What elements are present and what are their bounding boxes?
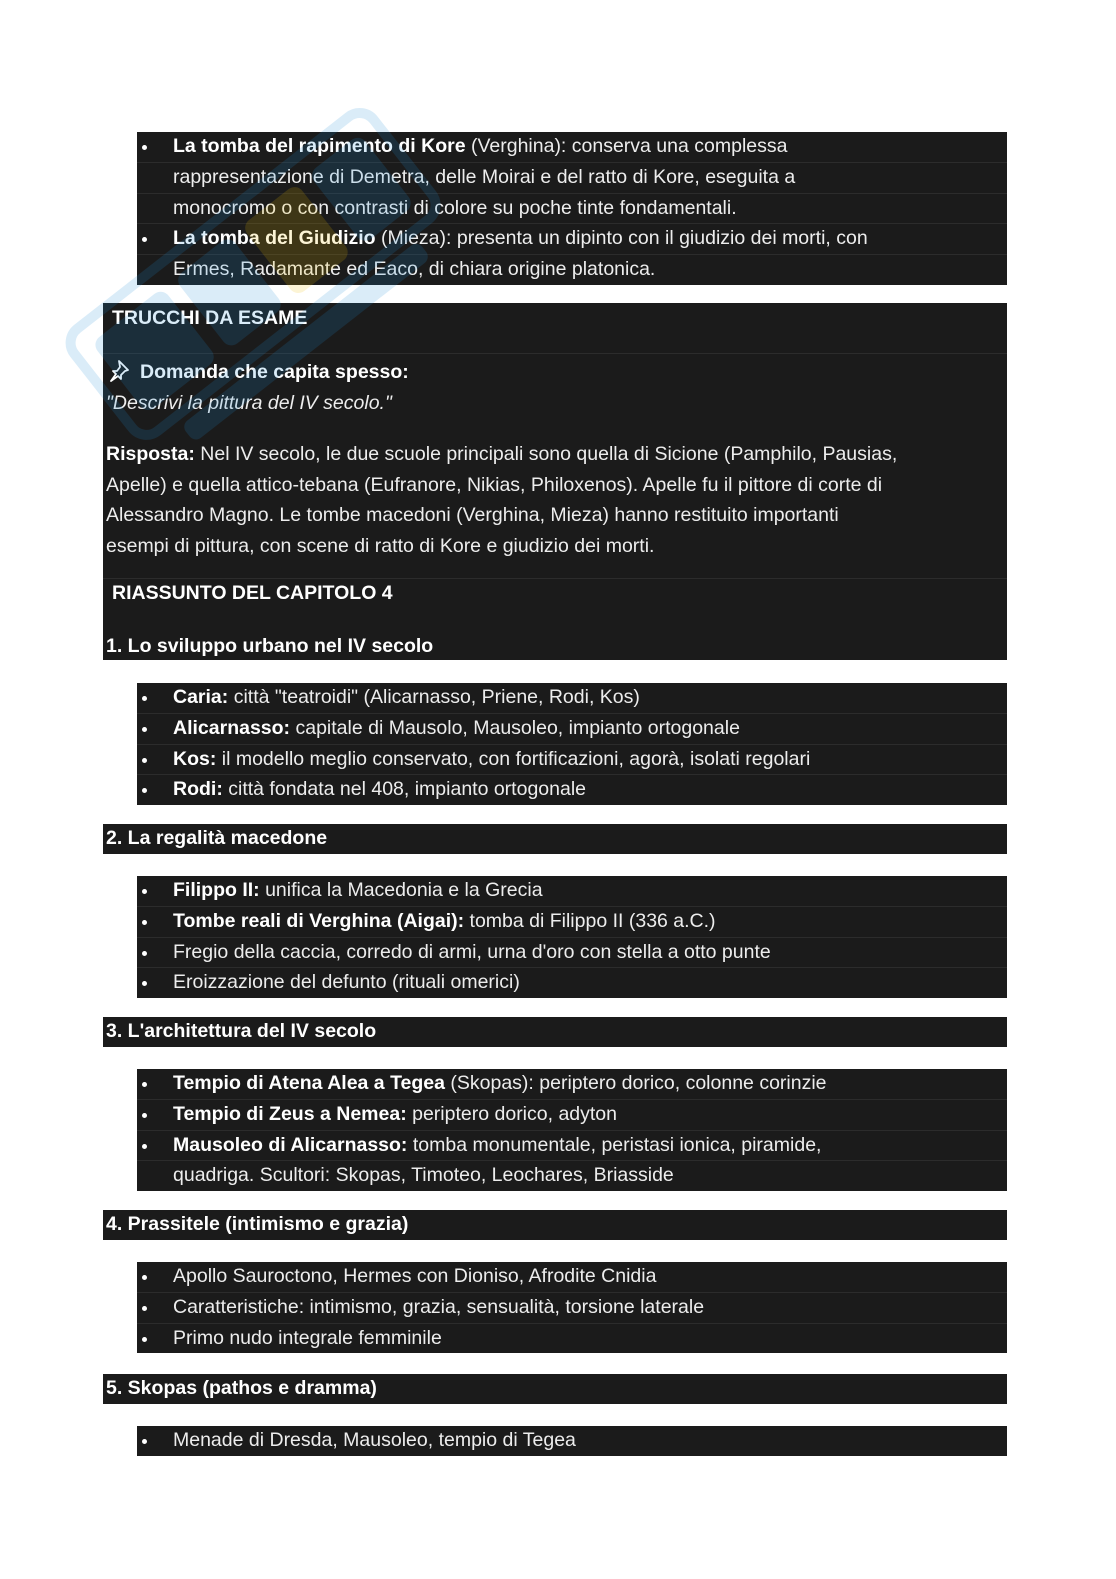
section-2-heading-bar xyxy=(103,824,1007,854)
list-item: Tombe reali di Verghina (Aigai): tomba di Filippo II (336 a.C.) xyxy=(137,907,1007,938)
list-item: Apollo Sauroctono, Hermes con Dioniso, Afrodite Cnidia xyxy=(137,1262,1007,1293)
list-item: Primo nudo integrale femminile xyxy=(137,1324,1007,1354)
question-text: "Descrivi la pittura del IV secolo." xyxy=(106,392,392,414)
section-3-heading-bar xyxy=(103,1017,1007,1047)
list-item: Kos: il modello meglio conservato, con fortificazioni, agorà, isolati regolari xyxy=(137,745,1007,776)
section-2-list xyxy=(137,876,1007,998)
list-item: Mausoleo di Alicarnasso: tomba monumentale, peristasi ionica, piramide, xyxy=(137,1131,1007,1162)
list-item: Menade di Dresda, Mausoleo, tempio di Tegea xyxy=(137,1426,1007,1456)
section-heading: 4. Prassitele (intimismo e grazia) xyxy=(106,1213,409,1235)
answer-paragraph xyxy=(103,439,1007,561)
list-item-continuation: rappresentazione di Demetra, delle Moirai e del ratto di Kore, eseguita a xyxy=(137,163,1007,194)
list-item: Rodi: città fondata nel 408, impianto ortogonale xyxy=(137,775,1007,805)
list-item: La tomba del rapimento di Kore (Verghina): conserva una complessa xyxy=(137,132,1007,163)
list-item: Tempio di Atena Alea a Tegea (Skopas): periptero dorico, colonne corinzie xyxy=(137,1069,1007,1100)
answer-line: Alessandro Magno. Le tombe macedoni (Verghina, Mieza) hanno restituito importanti xyxy=(106,504,839,526)
summary-title: RIASSUNTO DEL CAPITOLO 4 xyxy=(112,582,393,604)
section-5-heading-bar xyxy=(103,1374,1007,1404)
section-1-list xyxy=(137,683,1007,805)
list-item: Caria: città "teatroidi" (Alicarnasso, Priene, Rodi, Kos) xyxy=(137,683,1007,714)
list-item: Fregio della caccia, corredo di armi, urna d'oro con stella a otto punte xyxy=(137,938,1007,969)
answer-line: Apelle) e quella attico-tebana (Eufranore, Nikias, Philoxenos). Apelle fu il pittore di corte di xyxy=(106,473,883,496)
list-item: Eroizzazione del defunto (rituali omerici) xyxy=(137,968,1007,998)
section-heading: 2. La regalità macedone xyxy=(106,827,328,849)
exam-title: TRUCCHI DA ESAME xyxy=(112,307,308,329)
section-heading: 3. L'architettura del IV secolo xyxy=(106,1020,377,1042)
list-item: Alicarnasso: capitale di Mausolo, Mausoleo, impianto ortogonale xyxy=(137,714,1007,745)
list-item-continuation: monocromo o con contrasti di colore su poche tinte fondamentali. xyxy=(137,194,1007,225)
section-5-list xyxy=(137,1426,1007,1456)
section-4-list xyxy=(137,1262,1007,1353)
list-item-continuation: quadriga. Scultori: Skopas, Timoteo, Leochares, Briasside xyxy=(173,1164,674,1187)
section-3-list xyxy=(137,1069,1007,1191)
question-label: Domanda che capita spesso: xyxy=(103,358,409,387)
kore-tombs-list xyxy=(137,132,1007,285)
divider xyxy=(103,353,1007,354)
section-heading: 1. Lo sviluppo urbano nel IV secolo xyxy=(106,635,434,657)
section-heading: 5. Skopas (pathos e dramma) xyxy=(106,1377,377,1399)
answer-line: esempi di pittura, con scene di ratto di Kore e giudizio dei morti. xyxy=(106,534,655,557)
list-item: Tempio di Zeus a Nemea: periptero dorico, adyton xyxy=(137,1100,1007,1131)
divider xyxy=(103,578,1007,579)
list-item: Caratteristiche: intimismo, grazia, sensualità, torsione laterale xyxy=(137,1293,1007,1324)
list-item: Filippo II: unifica la Macedonia e la Grecia xyxy=(137,876,1007,907)
list-item-continuation: Ermes, Radamante ed Eaco, di chiara origine platonica. xyxy=(173,258,656,281)
list-item: La tomba del Giudizio (Mieza): presenta un dipinto con il giudizio dei morti, con xyxy=(137,224,1007,255)
exam-tricks-box xyxy=(103,303,1007,660)
section-4-heading-bar xyxy=(103,1210,1007,1240)
answer-line: Risposta: Nel IV secolo, le due scuole principali sono quella di Sicione (Pamphilo, Pausias, xyxy=(106,443,898,465)
pushpin-icon xyxy=(106,358,132,382)
